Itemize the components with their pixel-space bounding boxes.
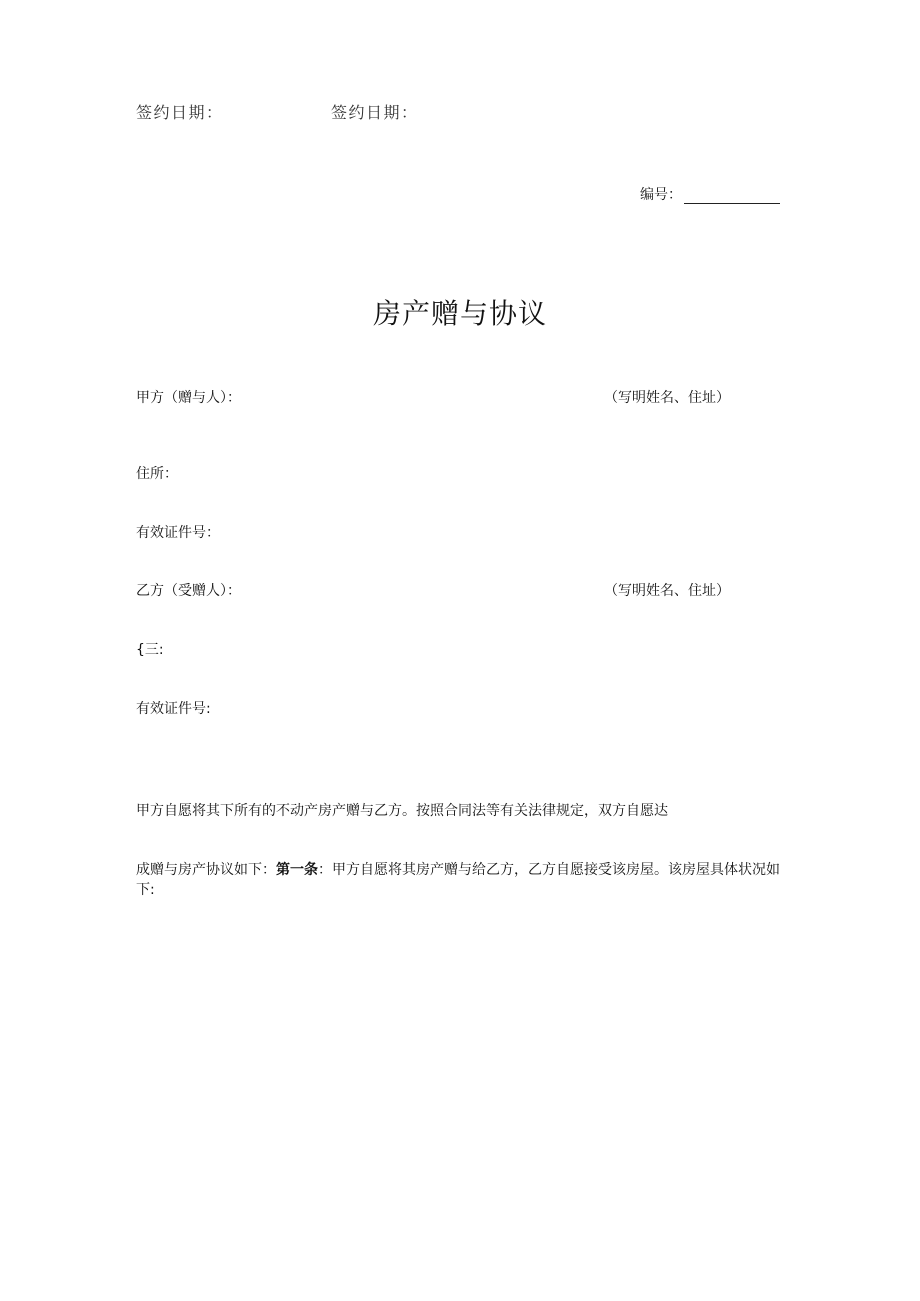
clause-one-text: ：甲方自愿将其房产赠与给乙方，乙方自愿接受该房屋。该房屋具体状况如下: bbox=[136, 862, 780, 898]
party-b-id-label: 有效证件号: bbox=[136, 701, 211, 717]
sign-date-label-b: 签约日期： bbox=[331, 103, 419, 122]
party-a-id-label: 有效证件号： bbox=[136, 525, 220, 541]
document-title: 房产赠与协议 bbox=[372, 297, 547, 330]
serial-number bbox=[640, 184, 780, 204]
clause-one-paragraph bbox=[136, 860, 786, 900]
sign-date-label-a: 签约日期： bbox=[136, 103, 224, 122]
party-b-label: 乙方（受赠人）： bbox=[136, 583, 241, 599]
party-b-note: （写明姓名、住址） bbox=[604, 583, 730, 599]
serial-blank-line bbox=[684, 189, 780, 204]
clause-one-title: 第一条 bbox=[276, 862, 318, 878]
party-a-residence-label: 住所： bbox=[136, 466, 178, 482]
intro-paragraph: 甲方自愿将其下所有的不动产房产赠与乙方。按照合同法等有关法律规定，双方自愿达 bbox=[136, 803, 668, 819]
party-a-note: （写明姓名、住址） bbox=[604, 390, 730, 406]
clause-prefix: 成赠与房产协议如下： bbox=[136, 862, 276, 878]
party-a-label: 甲方（赠与人）： bbox=[136, 390, 241, 406]
party-b-residence-label: {三: bbox=[136, 642, 164, 658]
serial-label: 编号： bbox=[640, 187, 682, 203]
